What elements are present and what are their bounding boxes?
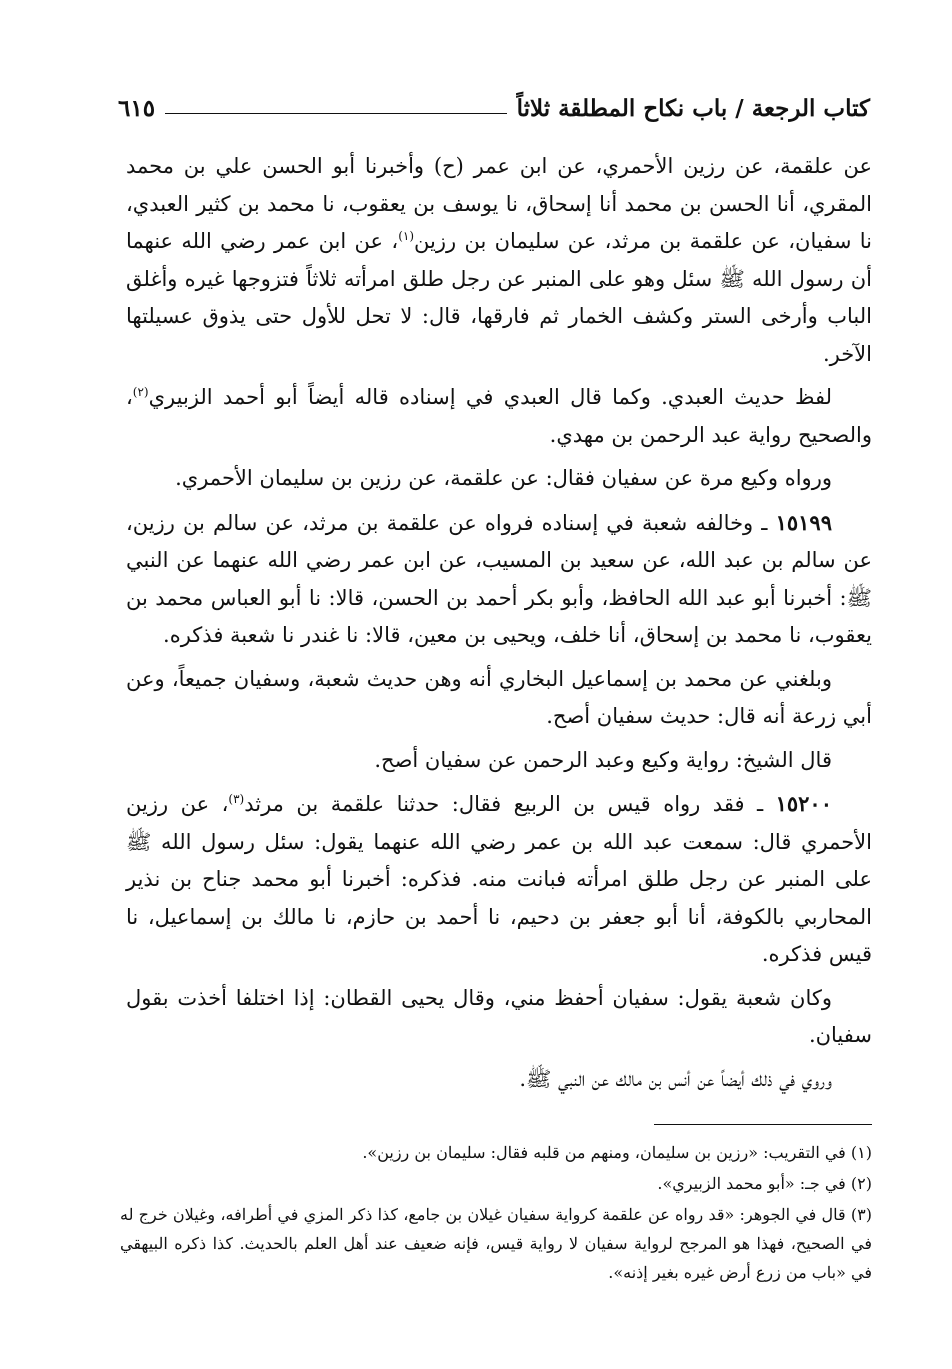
chapter-title: كتاب الرجعة / باب نكاح المطلقة ثلاثاً — [516, 95, 870, 122]
paragraph-1 — [126, 148, 872, 373]
footnote-ref-3: (٣) — [228, 792, 245, 806]
footnote-ref-2: (٢) — [132, 385, 149, 399]
footnotes — [120, 1138, 872, 1289]
paragraph-2 — [126, 379, 872, 454]
running-header — [118, 80, 870, 120]
footnote-2: (٢) في جـ: «أبو محمد الزبيري». — [657, 1174, 872, 1193]
footnote-separator — [654, 1124, 872, 1125]
footnote-1: (١) في التقريب: «رزين بن سليمان، ومنهم من قلبه فقال: سليمان بن رزين». — [362, 1143, 872, 1162]
paragraph-3: ورواه وكيع مرة عن سفيان فقال: عن علقمة، عن رزين بن سليمان الأحمري. — [175, 466, 832, 490]
paragraph-6: قال الشيخ: رواية وكيع وعبد الرحمن عن سفيان أصح. — [374, 747, 832, 772]
paragraph-1-text-a: عن علقمة، عن رزين الأحمري، عن ابن عمر (ح) وأخبرنا أبو الحسن علي بن محمد المقري، أنا الحسن بن محمد أنا إسحاق، نا يوسف بن يعقوب، نا محمد بن كثير العبدي، نا سفيان، عن علقمة بن مرثد، عن سليمان بن رزين — [126, 154, 872, 253]
hadith-15199-text: ـ وخالفه شعبة في إسناده فرواه عن علقمة بن مرثد، عن سالم بن رزين، عن سالم بن عبد الله، عن سعيد بن المسيب، عن ابن عمر رضي الله عنهما عن النبي ﷺ: أخبرنا أبو عبد الله الحافظ، وأبو بكر أحمد بن الحسن، قالا: نا أبو العباس محمد بن يعقوب، نا محمد بن إسحاق، أنا خلف، ويحيى بن معين، قالا: نا غندر نا شعبة فذكره. — [126, 510, 872, 647]
hadith-15199 — [126, 504, 872, 655]
footnote-ref-1: (١) — [398, 229, 415, 243]
hadith-number-15199: ١٥١٩٩ — [775, 509, 832, 535]
header-rule — [165, 113, 507, 114]
paragraph-5: وبلغني عن محمد بن إسماعيل البخاري أنه وهن حديث شعبة، وسفيان جميعاً، وعن أبي زرعة أنه قال: حديث سفيان أصح. — [126, 666, 872, 728]
footnote-3: (٣) قال في الجوهر: «قد رواه عن علقمة كرواية سفيان غيلان بن جامع، كذا ذكر المزي في أطرافه، وغيلان خرج له في الصحيح، فهذا هو المرجح لرواية سفيان لا رواية قيس، فإنه ضعيف عند أهل العلم بالحديث. كذا ذكره البيهقي في «باب من زرع أرض غيره بغير إذنه». — [120, 1205, 872, 1282]
hadith-15200-text-b: ، عن رزين الأحمري قال: سمعت عبد الله بن عمر رضي الله عنهما يقول: سئل رسول الله ﷺ على المنبر عن رجل طلق امرأته فبانت منه. فذكره: أخبرنا أبو محمد جناح بن نذير المحاربي بالكوفة، أنا أبو جعفر بن دحيم، نا أحمد بن حازم، نا مالك بن إسماعيل، نا قيس فذكره. — [126, 792, 872, 966]
paragraph-1-text-b: ، عن ابن عمر رضي الله عنهما أن رسول الله ﷺ سئل وهو على المنبر عن رجل طلق امرأته ثلاثاً فتزوجها غيره وأغلق الباب وأرخى الستر وكشف الخمار ثم فارقها، قال: لا تحل للأول حتى يذوق عسيلتها الآخر. — [126, 229, 872, 366]
hadith-15200-text-a: ـ فقد رواه قيس بن الربيع فقال: حدثنا علقمة بن مرثد — [244, 792, 776, 816]
paragraph-2-text-a: لفظ حديث العبدي. وكما قال العبدي في إسناده قاله أيضاً أبو أحمد الزبيري — [148, 385, 832, 409]
paragraph-9: وروي في ذلك أيضاً عن أنس بن مالك عن النبي ﷺ. — [519, 1066, 832, 1091]
main-text — [126, 148, 872, 1104]
page-number: ٦١٥ — [118, 95, 156, 122]
paragraph-8: وكان شعبة يقول: سفيان أحفظ مني، وقال يحيى القطان: إذا اختلفا أخذت بقول سفيان. — [126, 985, 872, 1047]
hadith-number-15200: ١٥٢٠٠ — [775, 791, 832, 816]
paragraph-2-text-b: ، والصحيح رواية عبد الرحمن بن مهدي. — [126, 385, 872, 447]
hadith-15200 — [126, 785, 872, 974]
